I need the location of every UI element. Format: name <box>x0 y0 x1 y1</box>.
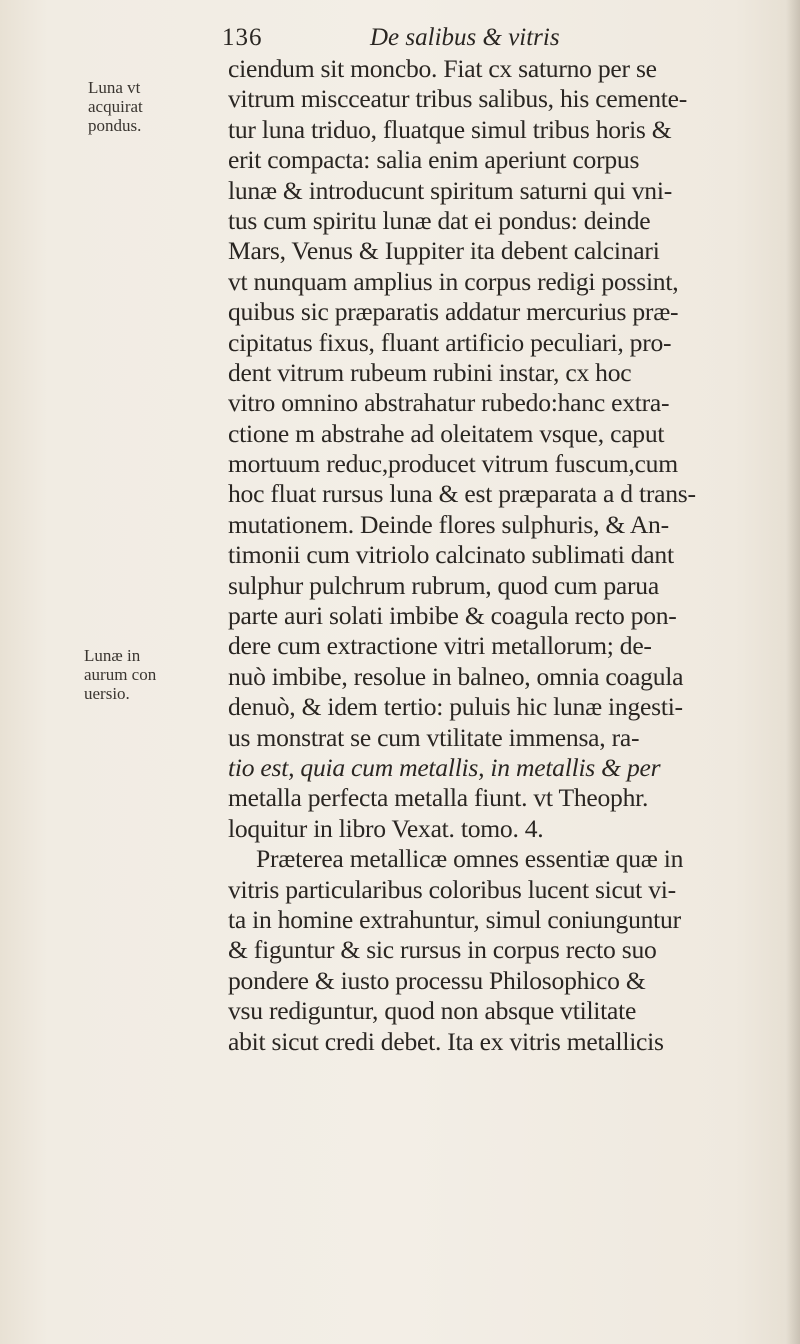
text-line: timonii cum vitriolo calcinato sublimati dant <box>228 540 674 570</box>
margin-note-line: pondus. <box>88 116 142 135</box>
text-line: vitris particularibus coloribus lucent sicut vi- <box>228 874 676 904</box>
text-line: tur luna triduo, fluatque simul tribus horis & <box>228 114 672 144</box>
text-line: ta in homine extrahuntur, simul coniunguntur <box>228 904 681 934</box>
text-line: loquitur in libro Vexat. tomo. 4. <box>228 813 544 843</box>
text-line: cipitatus fixus, fluant artificio peculiari, pro- <box>228 327 672 357</box>
text-line: vsu rediguntur, quod non absque vtilitate <box>228 996 637 1026</box>
text-line: lunæ & introducunt spiritum saturni qui vni- <box>228 175 672 205</box>
text-line: quibus sic præparatis addatur mercurius præ- <box>228 297 679 327</box>
margin-note-line: Luna vt <box>88 78 141 97</box>
text-line: tio est, quia cum metallis, in metallis & per <box>228 752 661 782</box>
text-line: metalla perfecta metalla fiunt. vt Theophr. <box>228 783 649 813</box>
text-line: nuò imbibe, resolue in balneo, omnia coagula <box>228 661 684 691</box>
text-line: denuò, & idem tertio: puluis hic lunæ ingesti- <box>228 692 683 722</box>
running-title: De salibus & vitris <box>370 24 560 51</box>
text-line: dent vitrum rubeum rubini instar, cx hoc <box>228 357 632 387</box>
main-text-block <box>228 54 788 1057</box>
text-line: & figuntur & sic rursus in corpus recto suo <box>228 935 657 965</box>
text-line: mortuum reduc,producet vitrum fuscum,cum <box>228 449 678 479</box>
text-line: sulphur pulchrum rubrum, quod cum parua <box>228 570 659 600</box>
margin-note-line: Lunæ in <box>84 646 141 665</box>
margin-note-lunae-conversio <box>84 646 202 703</box>
text-line: hoc fluat rursus luna & est præparata a d trans- <box>228 479 696 509</box>
text-line: tus cum spiritu lunæ dat ei pondus: deinde <box>228 205 651 235</box>
margin-note-luna-pondus <box>88 78 206 135</box>
text-line: mutationem. Deinde flores sulphuris, & An- <box>228 509 669 539</box>
margin-note-line: acquirat <box>88 97 143 116</box>
text-line: parte auri solati imbibe & coagula recto pon- <box>228 601 677 631</box>
text-line: vitro omnino abstrahatur rubedo:hanc extra- <box>228 388 670 418</box>
text-line: ctione m abstrahe ad oleitatem vsque, caput <box>228 418 665 448</box>
text-line: abit sicut credi debet. Ita ex vitris metallicis <box>228 1026 664 1056</box>
text-line: erit compacta: salia enim aperiunt corpus <box>228 145 640 175</box>
margin-note-line: aurum con <box>84 665 157 684</box>
margin-note-line: uersio. <box>84 684 130 703</box>
text-line: pondere & iusto processu Philosophico & <box>228 965 646 995</box>
text-line: Mars, Venus & Iuppiter ita debent calcinari <box>228 236 660 266</box>
text-line: ciendum sit moncbo. Fiat cx saturno per se <box>228 54 657 83</box>
page-header <box>222 20 782 56</box>
page-edge-shadow <box>786 0 800 1344</box>
text-line: dere cum extractione vitri metallorum; de- <box>228 631 652 661</box>
text-line: vt nunquam amplius in corpus redigi possint, <box>228 266 679 296</box>
page-number: 136 <box>222 24 263 51</box>
text-line: Præterea metallicæ omnes essentiæ quæ in <box>256 844 684 874</box>
text-line: us monstrat se cum vtilitate immensa, ra- <box>228 722 640 752</box>
text-line: vitrum miscceatur tribus salibus, his cemente- <box>228 84 688 114</box>
